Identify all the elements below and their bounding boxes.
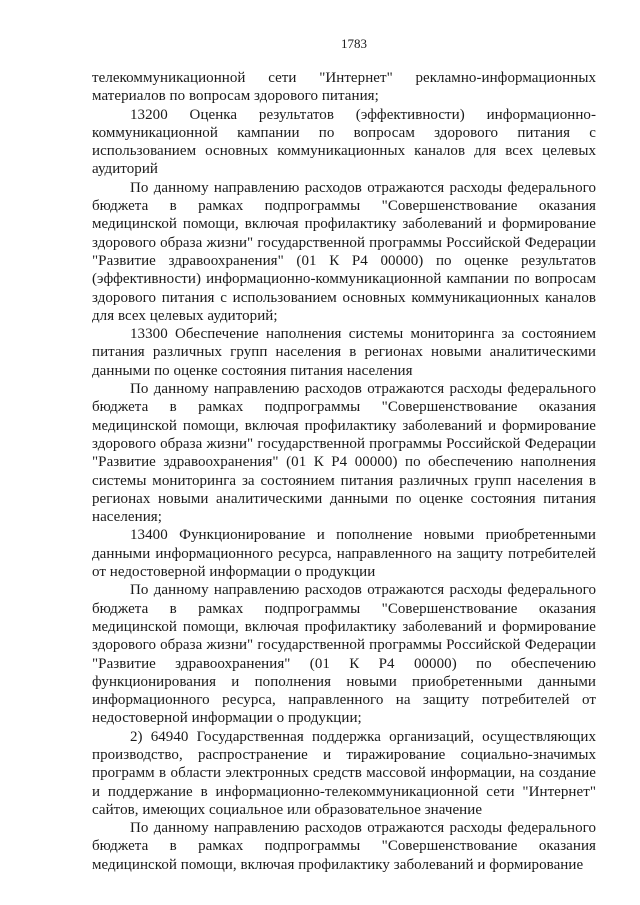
- paragraph-heading-13400: 13400 Функционирование и пополнение новыми приобретенными данными информационного ресурса, направленного на защиту потребителей от недостоверной информации о продукции: [92, 527, 596, 581]
- paragraph-body-13400: По данному направлению расходов отражаются расходы федерального бюджета в рамках подпрограммы "Совершенствование оказания медицинской помощи, включая профилактику заболеваний и формирование здорового образа жизни" государственной программы Российской Федерации "Развитие здравоохранения" (01 К Р4 00000) по обеспечению функционирования и пополнения новыми приобретенными данными информационного ресурса, направленного на защиту потребителей от недостоверной информации о продукции;: [92, 582, 596, 727]
- document-body: [92, 69, 596, 874]
- paragraph-continued-text: телекоммуникационной сети "Интернет" рекламно-информационных материалов по вопросам здорового питания;: [92, 70, 596, 105]
- paragraph-body-64940: По данному направлению расходов отражаются расходы федерального бюджета в рамках подпрограммы "Совершенствование оказания медицинской помощи, включая профилактику заболеваний и формирование: [92, 820, 596, 873]
- paragraph-body-13200: По данному направлению расходов отражаются расходы федерального бюджета в рамках подпрограммы "Совершенствование оказания медицинской помощи, включая профилактику заболеваний и формирование здорового образа жизни" государственной программы Российской Федерации "Развитие здравоохранения" (01 К Р4 00000) по оценке результатов (эффективности) информационно-коммуникационной кампании по вопросам здорового питания с использованием основных коммуникационных каналов для всех целевых аудиторий;: [92, 179, 596, 324]
- paragraph-heading-64940: 2) 64940 Государственная поддержка организаций, осуществляющих производство, распространение и тиражирование социально-значимых программ в области электронных средств массовой информации, на создание и поддержание в информационно-телекоммуникационной сети "Интернет" сайтов, имеющих социальное или образовательное значение: [92, 728, 596, 818]
- paragraph-heading-13200: 13200 Оценка результатов (эффективности) информационно-коммуникационной кампании по вопросам здорового питания с использованием основных коммуникационных каналов для всех целевых аудиторий: [92, 106, 596, 178]
- page-number: 1783: [341, 36, 367, 51]
- paragraph-heading-13300: 13300 Обеспечение наполнения системы мониторинга за состоянием питания различных групп населения в регионах новыми аналитическими данными по оценке состояния питания населения: [92, 326, 596, 379]
- paragraph-body-13300: По данному направлению расходов отражаются расходы федерального бюджета в рамках подпрограммы "Совершенствование оказания медицинской помощи, включая профилактику заболеваний и формирование здорового образа жизни" государственной программы Российской Федерации "Развитие здравоохранения" (01 К Р4 00000) по обеспечению наполнения системы мониторинга за состоянием питания различных групп населения в регионах новыми аналитическими данными по оценке состояния питания населения;: [92, 381, 596, 526]
